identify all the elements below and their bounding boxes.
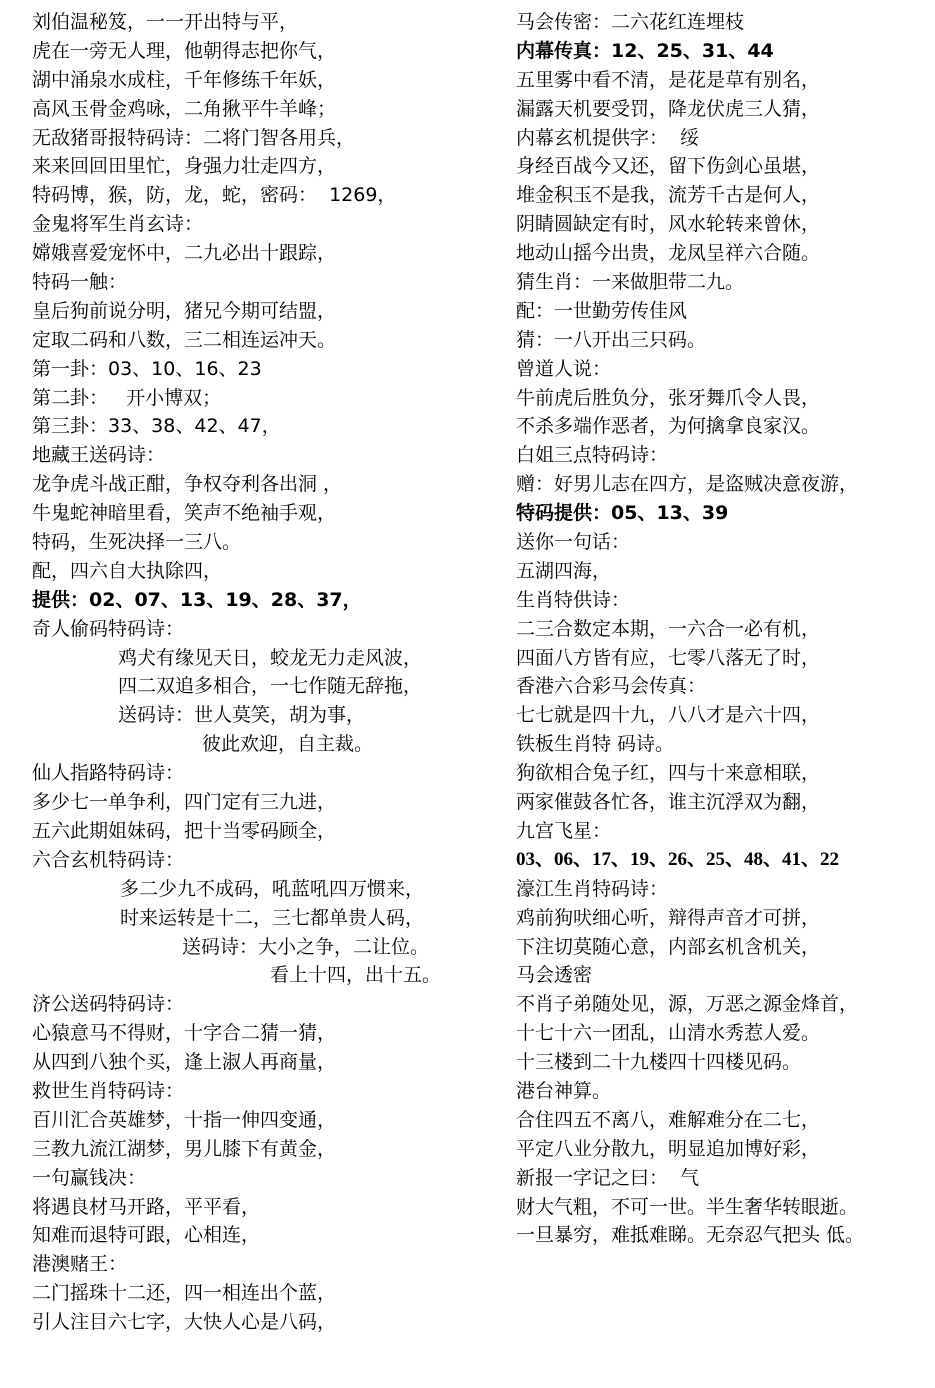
text-line: 身经百战今又还，留下伤剑心虽堪， [516, 155, 821, 178]
text-line: 地藏王送码诗： [32, 444, 166, 467]
text-line: 配，四六自大执除四， [32, 559, 223, 582]
text-line: 第二卦： 开小博双； [32, 386, 222, 409]
text-line: 铁板生肖特 码诗。 [516, 733, 675, 756]
text-line: 03、06、17、19、26、25、48、41、22 [516, 848, 840, 870]
text-line: 看上十四，出十五。 [270, 964, 442, 987]
text-line: 皇后狗前说分明，猪兄今期可结盟， [32, 299, 337, 322]
text-line: 七七就是四十九，八八才是六十四， [516, 704, 821, 727]
text-line: 堆金积玉不是我，流芳千古是何人， [516, 184, 821, 207]
text-line: 特码一触： [32, 271, 128, 294]
text-line: 第三卦：33、38、42、47， [32, 415, 281, 438]
text-line: 鸡犬有缘见天日，蛟龙无力走风波， [118, 646, 423, 669]
text-line: 百川汇合英雄梦，十指一伸四变通， [32, 1108, 337, 1131]
text-line: 新报一字记之曰： 气 [516, 1166, 700, 1189]
text-line: 三教九流江湖梦，男儿膝下有黄金， [32, 1137, 337, 1160]
text-line: 猜生肖：一来做胆带二九。 [516, 271, 745, 294]
text-line: 鸡前狗吠细心听，辩得声音才可拼， [516, 906, 821, 929]
text-line: 刘伯温秘笈，一一开出特与平， [32, 11, 299, 33]
text-line: 阴睛圆缺定有时，风水轮转来曾休， [516, 213, 821, 236]
text-line: 香港六合彩马会传真： [516, 675, 707, 698]
text-line: 送码诗：大小之争，二让位。 [182, 935, 430, 958]
text-line: 二三合数定本期，一六合一必有机， [516, 617, 821, 640]
text-line: 不肖子弟随处见，源，万恶之源金烽首， [516, 993, 859, 1016]
text-line: 金鬼将军生肖玄诗： [32, 213, 204, 236]
text-line: 内幕玄机提供字： 绥 [516, 126, 700, 149]
text-line: 送你一句话： [516, 531, 631, 554]
text-line: 地动山摇今出贵，龙凤呈祥六合随。 [516, 242, 821, 265]
text-line: 漏露天机要受罚，降龙伏虎三人猜， [516, 97, 821, 120]
text-line: 濠江生肖特码诗： [516, 877, 669, 900]
left-column [32, 8, 492, 1337]
text-line: 牛前虎后胜负分，张牙舞爪令人畏， [516, 386, 821, 409]
text-line: 嫦娥喜爱宠怀中，二九必出十跟踪， [32, 242, 337, 265]
text-line: 龙争虎斗战正酣，争权夺利各出洞 ， [32, 473, 343, 496]
text-line: 湖中涌泉水成柱，千年修练千年妖， [32, 68, 337, 91]
text-line: 赠：好男儿志在四方，是盗贼决意夜游， [516, 473, 859, 496]
text-line: 彼此欢迎，自主裁。 [202, 733, 374, 756]
text-line: 港澳赌王： [32, 1253, 128, 1276]
text-line: 特码，生死决择一三八。 [32, 531, 242, 554]
text-line: 高风玉骨金鸡咏，二角揪平牛羊峰； [32, 97, 337, 120]
text-line: 两家催鼓各忙各，谁主沉浮双为翻， [516, 791, 821, 814]
text-line: 特码提供：05、13、39 [516, 502, 729, 525]
text-line: 曾道人说： [516, 357, 612, 380]
text-line: 十七十六一团乱，山清水秀惹人爱。 [516, 1022, 821, 1045]
text-line: 送码诗：世人莫笑，胡为事， [118, 704, 366, 727]
text-line: 仙人指路特码诗： [32, 762, 185, 785]
text-line: 六合玄机特码诗： [32, 848, 185, 871]
text-line: 多二少九不成码，吼蓝吼四万惯来， [120, 877, 425, 900]
text-line: 二门摇珠十二还，四一相连出个蓝， [32, 1282, 337, 1305]
text-line: 特码博，猴，防，龙，蛇，密码： 1269， [32, 184, 397, 207]
text-line: 九宫飞星： [516, 819, 612, 842]
text-line: 财大气粗，不可一世。半生奢华转眼逝。 [516, 1195, 859, 1218]
text-line: 五六此期姐妹码，把十当零码顾全， [32, 819, 337, 842]
text-line: 无敌猪哥报特码诗：二将门智各用兵， [32, 126, 356, 149]
text-line: 引人注目六七字，大快人心是八码， [32, 1311, 337, 1334]
text-line: 平定八业分散九，明显追加博好彩， [516, 1137, 821, 1160]
text-line: 提供：02、07、13、19、28、37， [32, 588, 362, 611]
text-line: 一旦暴穷，难抵难睇。无奈忍气把头 低。 [516, 1224, 865, 1247]
text-line: 奇人偷码特码诗： [32, 617, 185, 640]
text-line: 一句赢钱决： [32, 1166, 147, 1189]
text-line: 下注切莫随心意，内部玄机含机关， [516, 935, 821, 958]
text-line: 生肖特供诗： [516, 588, 631, 611]
right-column [516, 8, 926, 1250]
text-line: 多少七一单争利，四门定有三九进， [32, 791, 337, 814]
text-line: 来来回回田里忙，身强力壮走四方， [32, 155, 337, 178]
text-line: 心猿意马不得财，十字合二猜一猜， [32, 1022, 337, 1045]
text-line: 十三楼到二十九楼四十四楼见码。 [516, 1051, 802, 1074]
text-line: 合住四五不离八，难解难分在二七， [516, 1108, 821, 1131]
text-line: 马会透密 [516, 964, 593, 987]
text-line: 狗欲相合兔子红，四与十来意相联， [516, 762, 821, 785]
text-line: 马会传密：二六花红连埋枝 [516, 11, 745, 33]
text-line: 牛鬼蛇神暗里看，笑声不绝袖手观， [32, 502, 337, 525]
text-line: 定取二码和八数，三二相连运冲天。 [32, 328, 337, 351]
text-line: 知难而退特可跟，心相连， [32, 1224, 261, 1247]
text-line: 不杀多端作恶者，为何擒拿良家汉。 [516, 415, 821, 438]
text-line: 五湖四海， [516, 559, 612, 582]
text-line: 内幕传真：12、25、31、44 [516, 39, 774, 62]
text-line: 将遇良材马开路，平平看， [32, 1195, 261, 1218]
text-line: 虎在一旁无人理，他朝得志把你气， [32, 39, 337, 62]
text-line: 白姐三点特码诗： [516, 444, 669, 467]
text-line: 济公送码特码诗： [32, 993, 185, 1016]
text-line: 四面八方皆有应，七零八落无了时， [516, 646, 821, 669]
text-line: 四二双追多相合，一七作随无辞拖， [118, 675, 423, 698]
text-line: 五里雾中看不清，是花是草有别名， [516, 68, 821, 91]
text-line: 时来运转是十二，三七都单贵人码， [120, 906, 425, 929]
text-line: 第一卦：03、10、16、23 [32, 357, 262, 380]
text-line: 港台神算。 [516, 1079, 612, 1102]
text-line: 从四到八独个买，逢上淑人再商量， [32, 1051, 337, 1074]
text-line: 配：一世勤劳传佳风 [516, 299, 688, 322]
text-line: 救世生肖特码诗： [32, 1079, 185, 1102]
text-line: 猜：一八开出三只码。 [516, 328, 707, 351]
